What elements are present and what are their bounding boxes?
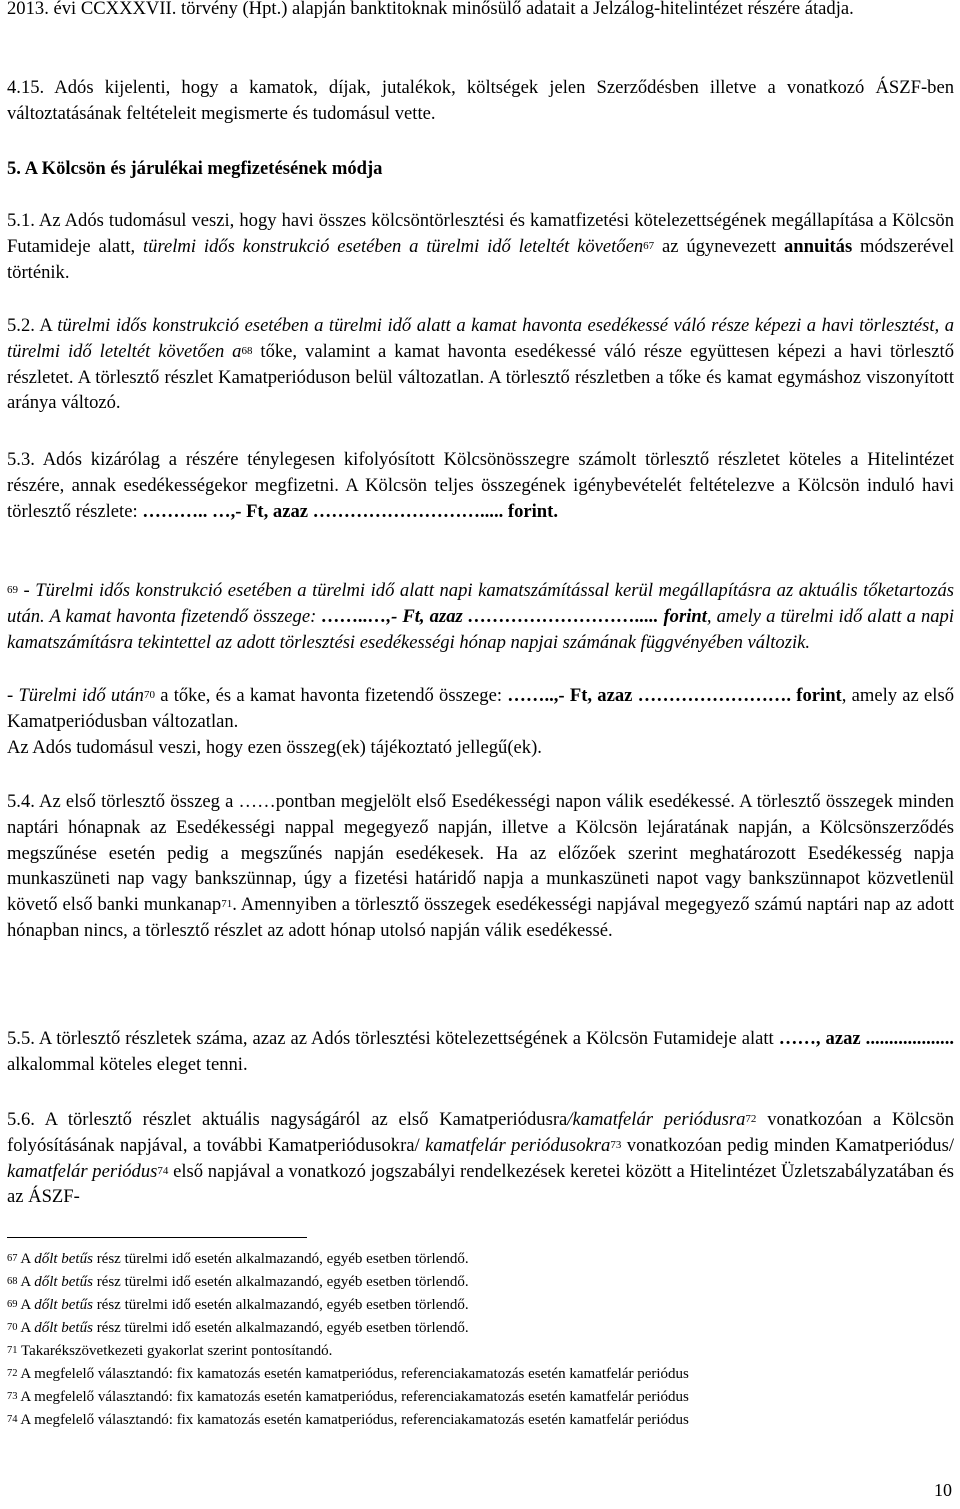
footnote-72: 72 A megfelelő választandó: fix kamatozás esetén kamatperiódus, referenciakamatozás esetén kamatfelár periódus xyxy=(7,1366,689,1382)
footnote-ref: 74 xyxy=(157,1164,169,1177)
paragraph-text: Az Adós tudomásul veszi, hogy ezen összeg(ek) tájékoztató jellegű(ek). xyxy=(7,736,542,758)
footnote-70: 70 A dőlt betűs rész türelmi idő esetén alkalmazandó, egyéb esetben törlendő. xyxy=(7,1320,469,1336)
footnote-separator xyxy=(7,1237,307,1238)
paragraph-5-4: 5.4. Az első törlesztő összeg a ……pontban megjelölt első Esedékességi napon válik esedékessé. A törlesztő összegek minden naptári hónapnak az Esedékességi nappal megegyező napján, illetve a Kölcsön lejáratának napján, a Kölcsönszerződés megszűnése esetén pedig a megszűnés napján esedékesek. Ha az előzőek szerint meghatározott Esedékesség napja munkaszüneti nap vagy bankszünnap, úgy a fizetési határidő napja a munkaszüneti napot vagy bankszünnapot közvetlenül követő első banki munkanap$^{71}$. Amennyiben a törlesztő összegek esedékességi napjával megegyező számú naptári nap az adott hónapban nincs, a törlesztő részlet az adott hónap utolsó napján válik esedékessé. xyxy=(7,791,954,941)
paragraph-4-15 xyxy=(7,75,954,127)
footnote-ref: 71 xyxy=(221,898,233,911)
paragraph-5-6: 5.6. A törlesztő részlet aktuális nagyságáról az első Kamatperiódusra/kamatfelár periódusra$^{72}$ vonatkozóan a Kölcsön folyósításának napjával, a további Kamatperiódusokra/ kamatfelár periódusokra$^{73}$ vonatkozóan pedig minden Kamatperiódus/ kamatfelár periódus$^{74}$ első napjával a vonatkozó jogszabályi rendelkezések keretei között a Hitelintézet Üzletszabályzatában és az ÁSZF- xyxy=(7,1109,954,1208)
paragraph-5-3: 5.3. Adós kizárólag a részére ténylegesen kifolyósított Kölcsönösszegre számolt törlesztő részletet köteles a Hitelintézet részére, annak esedékességekor megfizetni. A Kölcsön teljes összegének igénybevételét feltételezve a Kölcsön induló havi törlesztő részlete: ……….. …,- Ft, azaz ………………………..... forint. xyxy=(7,449,954,522)
footnote-74: 74 A megfelelő választandó: fix kamatozás esetén kamatperiódus, referenciakamatozás esetén kamatfelár periódus xyxy=(7,1412,689,1428)
footnote-73: 73 A megfelelő választandó: fix kamatozás esetén kamatperiódus, referenciakamatozás esetén kamatfelár periódus xyxy=(7,1389,689,1405)
footnote-68: 68 A dőlt betűs rész türelmi idő esetén alkalmazandó, egyéb esetben törlendő. xyxy=(7,1274,469,1290)
footnote-ref: 70 xyxy=(143,689,155,701)
footnote-ref: 72 xyxy=(745,1113,757,1125)
paragraph-text: 2013. évi CCXXXVII. törvény (Hpt.) alapján banktitoknak minősülő adatait a Jelzálog-hitelintézet részére átadja. xyxy=(7,0,854,19)
footnote-ref: 68 xyxy=(241,344,253,357)
paragraph-5-1: 5.1. Az Adós tudomásul veszi, hogy havi összes kölcsöntörlesztési és kamatfizetési kötelezettségének megállapítása a Kölcsön Futamideje alatt, türelmi idős konstrukció esetében a türelmi idő leteltét követően$^{67}$ az úgynevezett annuitás módszerével történik. xyxy=(7,210,955,283)
footnote-69: 69 A dőlt betűs rész türelmi idő esetén alkalmazandó, egyéb esetben törlendő. xyxy=(7,1297,469,1313)
paragraph-footnote-70: - Türelmi idő után$^{70}$ a tőke, és a kamat havonta fizetendő összege: ……..,- Ft, azaz ……………………. forint, amely az első Kamatperiódusban változatlan. Az Adós tudomásul veszi, hogy ezen összeg(ek) tájékoztató jellegű(ek). xyxy=(7,683,954,760)
page-number: 10 xyxy=(934,1480,952,1500)
footnote-67: 67 A dőlt betűs rész türelmi idő esetén alkalmazandó, egyéb esetben törlendő. xyxy=(7,1251,469,1267)
paragraph-5-5: 5.5. A törlesztő részletek száma, azaz az Adós törlesztési kötelezettségének a Kölcsön Futamideje alatt ……, azaz ................... alkalommal köteles eleget tenni. xyxy=(7,1028,954,1075)
footnote-ref: 69 xyxy=(7,584,18,596)
section-heading xyxy=(7,156,954,182)
paragraph-text: 4.15. Adós kijelenti, hogy a kamatok, díjak, jutalékok, költségek jelen Szerződésben illetve a vonatkozó ÁSZF-ben változtatásának feltételeit megismerte és tudomásul vette. xyxy=(7,77,954,124)
paragraph-5-2: 5.2. A türelmi idős konstrukció esetében a türelmi idő alatt a kamat havonta esedékessé váló része képezi a havi törlesztést, a türelmi idő leteltét követően $a^{68}$ tőke, valamint a kamat havonta esedékessé váló része együttesen képezi a havi törlesztő részletet. A törlesztő részlet Kamatperióduson belül változatlan. A törlesztő részletben a tőke és kamat egymáshoz viszonyított aránya változó. xyxy=(7,315,955,414)
paragraph-hpt xyxy=(7,0,954,22)
footnote-71: 71 Takarékszövetkezeti gyakorlat szerint pontosítandó. xyxy=(7,1343,333,1359)
footnote-ref: 73 xyxy=(610,1138,622,1151)
footnote-ref: 67 xyxy=(643,239,655,252)
section-title: 5. A Kölcsön és járulékai megfizetésének módja xyxy=(7,158,383,179)
paragraph-footnote-69: $^{69}$ - Türelmi idős konstrukció esetében a türelmi idő alatt napi kamatszámítással kerül megállapításra az aktuális tőketartozás után. A kamat havonta fizetendő összege: ……..…,- Ft, azaz ………………………..... forint, amely a türelmi idő alatt a napi kamatszámításra tekintettel az adott törlesztési esedékességi hónap napjai számának függvényében változik. xyxy=(7,580,955,653)
